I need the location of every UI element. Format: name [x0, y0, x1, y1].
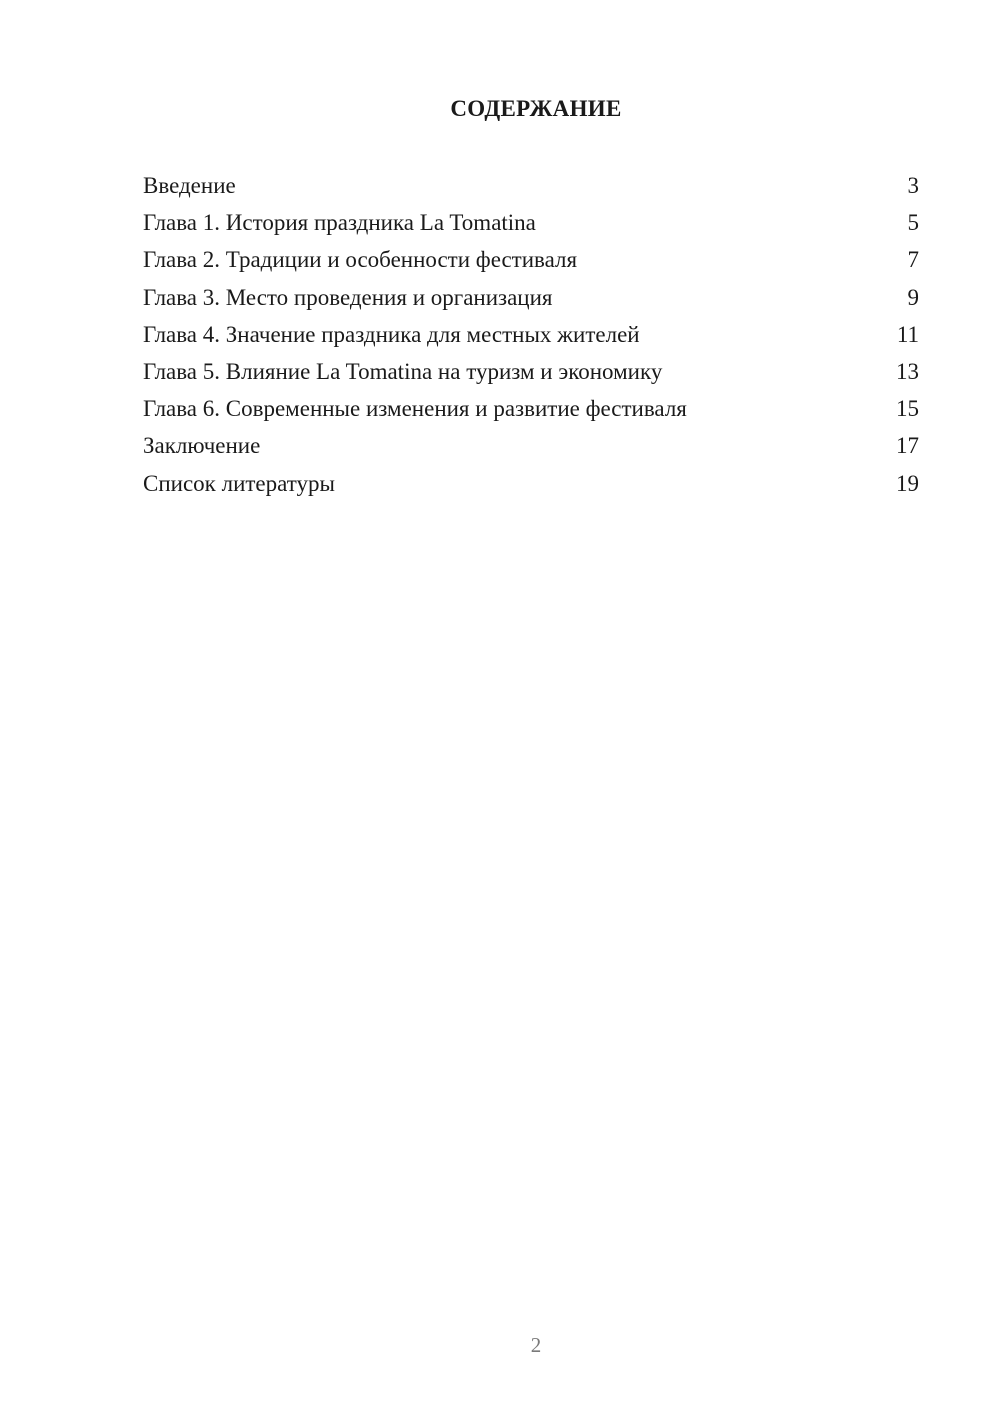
toc-entry-label: Глава 5. Влияние La Tomatina на туризм и экономику [143, 358, 663, 384]
toc-entry-chapter-1 [143, 204, 919, 241]
toc-entry-page: 11 [896, 321, 919, 347]
toc-entry-references [143, 465, 919, 502]
table-of-contents [143, 167, 919, 502]
toc-entry-page: 17 [896, 433, 919, 459]
toc-entry-label: Список литературы [143, 470, 335, 496]
toc-entry-chapter-4 [143, 316, 919, 353]
toc-entry-chapter-2 [143, 241, 919, 278]
toc-entry-conclusion [143, 427, 919, 464]
toc-entry-page: 5 [907, 210, 919, 236]
toc-entry-chapter-5 [143, 353, 919, 390]
toc-entry-label: Введение [143, 173, 236, 198]
toc-entry-page: 15 [896, 396, 919, 422]
page-number: 2 [530, 1333, 542, 1357]
toc-entry-introduction [143, 167, 919, 204]
toc-entry-label: Глава 2. Традиции и особенности фестиваля [143, 247, 578, 273]
toc-entry-page: 9 [907, 284, 919, 310]
toc-entry-page: 3 [907, 173, 919, 198]
toc-entry-label: Глава 4. Значение праздника для местных жителей [143, 321, 640, 347]
toc-entry-label: Глава 1. История праздника La Tomatina [143, 210, 536, 236]
toc-entry-chapter-6 [143, 390, 919, 427]
toc-entry-label: Заключение [143, 433, 261, 459]
toc-entry-page: 7 [907, 247, 919, 273]
page-title: СОДЕРЖАНИЕ [450, 96, 622, 121]
toc-entry-label: Глава 3. Место проведения и организация [143, 284, 553, 310]
toc-entry-label: Глава 6. Современные изменения и развитие фестиваля [143, 396, 687, 422]
toc-entry-page: 13 [896, 358, 919, 384]
toc-entry-page: 19 [896, 470, 919, 496]
toc-entry-chapter-3 [143, 279, 919, 316]
